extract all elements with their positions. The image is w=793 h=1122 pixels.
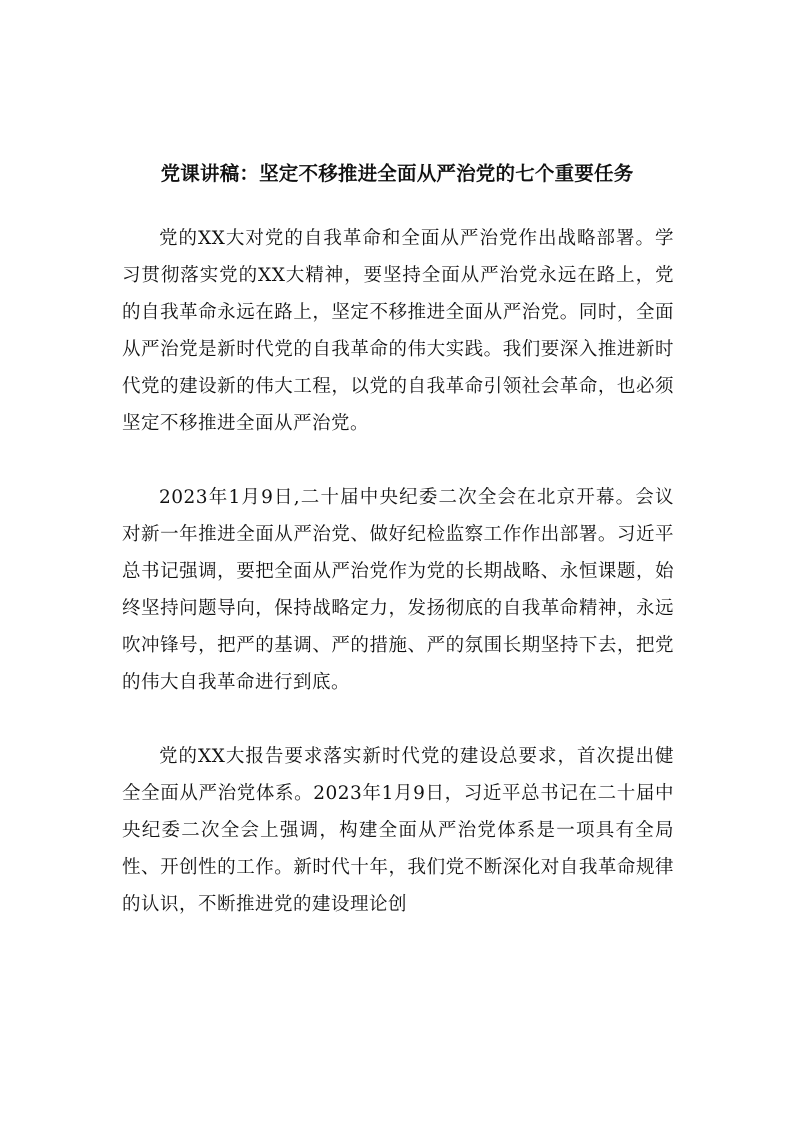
- paragraph-2: 2023年1月9日,二十届中央纪委二次全会在北京开幕。会议对新一年推进全面从严治党、做好纪检监察工作作出部署。习近平总书记强调，要把全面从严治党作为党的长期战略、永恒课题，始终坚持问题导向，保持战略定力，发扬彻底的自我革命精神，永远吹冲锋号，把严的基调、严的措施、严的氛围长期坚持下去，把党的伟大自我革命进行到底。: [122, 487, 674, 693]
- paragraph-3: 党的XX大报告要求落实新时代党的建设总要求，首次提出健全全面从严治党体系。2023年1月9日，习近平总书记在二十届中央纪委二次全会上强调，构建全面从严治党体系是一项具有全局性、开创性的工作。新时代十年，我们党不断深化对自我革命规律的认识，不断推进党的建设理论创: [122, 746, 674, 915]
- document-body: [122, 220, 674, 923]
- document-title: 党课讲稿：坚定不移推进全面从严治党的七个重要任务: [160, 162, 634, 185]
- paragraph-1: 党的XX大对党的自我革命和全面从严治党作出战略部署。学习贯彻落实党的XX大精神，要坚持全面从严治党永远在路上，党的自我革命永远在路上，坚定不移推进全面从严治党。同时，全面从严治党是新时代党的自我革命的伟大实践。我们要深入推进新时代党的建设新的伟大工程，以党的自我革命引领社会革命，也必须坚定不移推进全面从严治党。: [122, 228, 674, 434]
